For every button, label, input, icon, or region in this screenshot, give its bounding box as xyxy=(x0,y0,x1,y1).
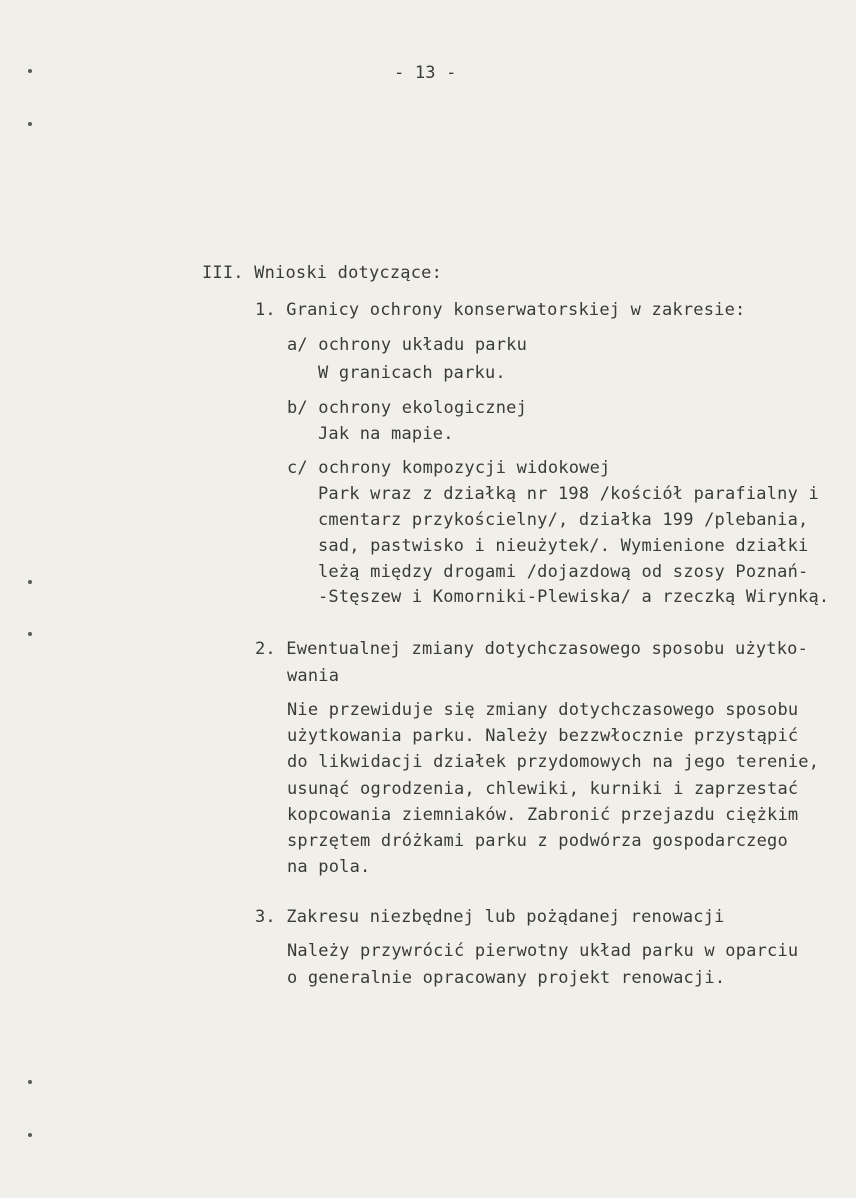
item-2-line: do likwidacji działek przydomowych na jego terenie, xyxy=(287,752,820,772)
binder-hole-mark xyxy=(28,632,32,636)
item-1c-line: leżą między drogami /dojazdową od szosy Poznań- xyxy=(318,562,809,582)
binder-hole-mark xyxy=(28,69,32,73)
item-3-title: 3. Zakresu niezbędnej lub pożądanej renowacji xyxy=(255,907,725,927)
item-2-line: usunąć ogrodzenia, chlewiki, kurniki i zaprzestać xyxy=(287,779,799,799)
item-1b-label: b/ ochrony ekologicznej xyxy=(287,398,528,418)
item-1a-label: a/ ochrony układu parku xyxy=(287,335,528,355)
section-heading: III. Wnioski dotyczące: xyxy=(202,263,443,283)
binder-hole-mark xyxy=(28,1133,32,1137)
item-2-line: na pola. xyxy=(287,857,371,877)
item-1c-line: Park wraz z działką nr 198 /kościół parafialny i xyxy=(318,484,819,504)
item-2-line: sprzętem dróżkami parku z podwórza gospodarczego xyxy=(287,831,788,851)
item-2-line: Nie przewiduje się zmiany dotychczasowego sposobu xyxy=(287,700,799,720)
item-3-line: o generalnie opracowany projekt renowacji. xyxy=(287,968,726,988)
item-2-line: kopcowania ziemniaków. Zabronić przejazdu ciężkim xyxy=(287,805,799,825)
item-2-title: wania xyxy=(287,666,340,686)
binder-hole-mark xyxy=(28,580,32,584)
binder-hole-mark xyxy=(28,1080,32,1084)
item-1a-text: W granicach parku. xyxy=(318,363,506,383)
item-2-line: użytkowania parku. Należy bezzwłocznie przystąpić xyxy=(287,726,799,746)
item-2-title: 2. Ewentualnej zmiany dotychczasowego sposobu użytko- xyxy=(255,639,809,659)
item-1-title: 1. Granicy ochrony konserwatorskiej w zakresie: xyxy=(255,300,746,320)
item-1c-line: sad, pastwisko i nieużytek/. Wymienione działki xyxy=(318,536,809,556)
item-1b-text: Jak na mapie. xyxy=(318,424,454,444)
item-1c-line: -Stęszew i Komorniki-Plewiska/ a rzeczką Wirynką. xyxy=(318,587,830,607)
item-3-line: Należy przywrócić pierwotny układ parku w oparciu xyxy=(287,941,799,961)
page-number: - 13 - xyxy=(394,63,457,83)
binder-hole-mark xyxy=(28,122,32,126)
item-1c-label: c/ ochrony kompozycji widokowej xyxy=(287,458,611,478)
item-1c-line: cmentarz przykościelny/, działka 199 /plebania, xyxy=(318,510,809,530)
